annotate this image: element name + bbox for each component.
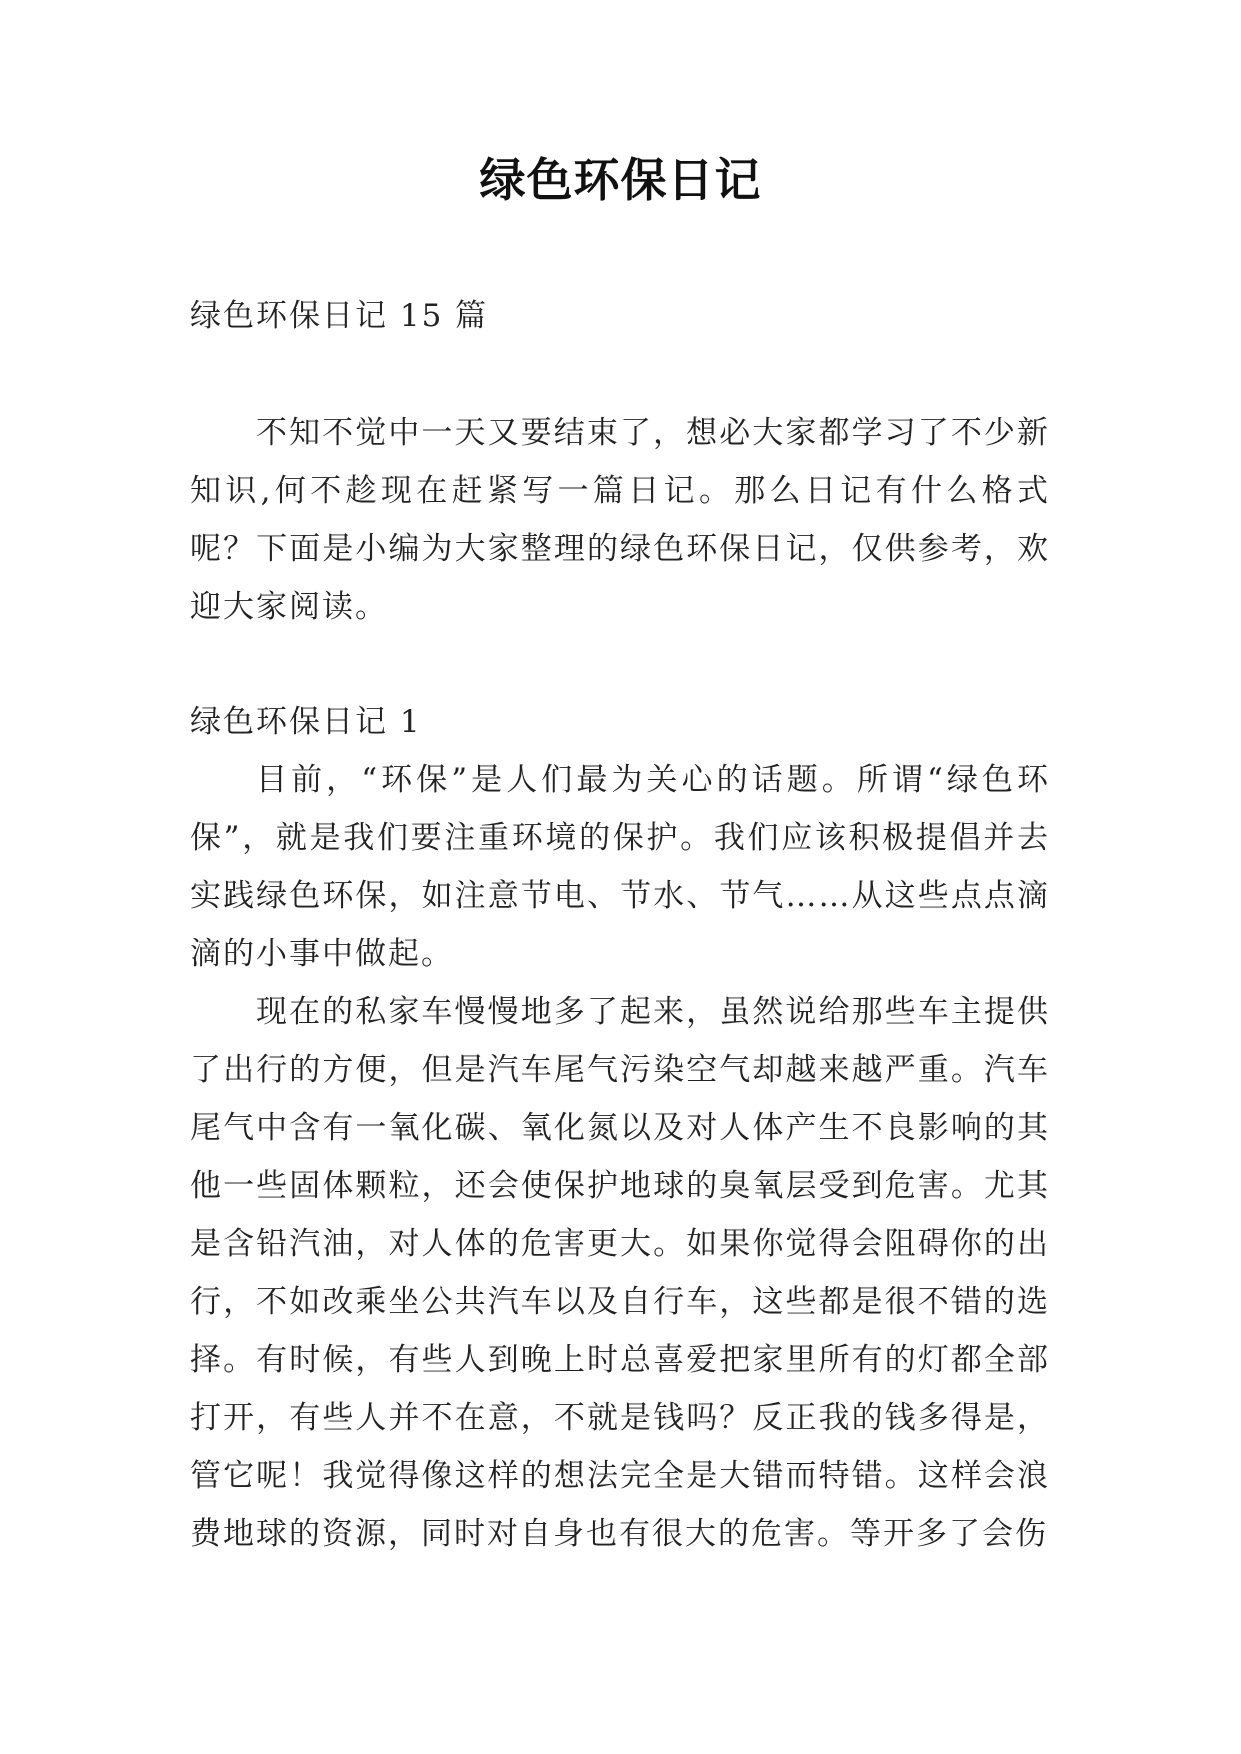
entry-heading: 绿色环保日记 1 <box>190 704 422 740</box>
document-subtitle: 绿色环保日记 15 篇 <box>190 298 489 334</box>
intro-paragraph: 不知不觉中一天又要结束了，想必大家都学习了不少新知识,何不趁现在赶紧写一篇日记。那么日记有什么格式呢？下面是小编为大家整理的绿色环保日记，仅供参考，欢迎大家阅读。 <box>190 415 1050 625</box>
body-paragraph-1: 目前，“环保”是人们最为关心的话题。所谓“绿色环保”，就是我们要注重环境的保护。我们应该积极提倡并去实践绿色环保，如注意节电、节水、节气……从这些点点滴滴的小事中做起。 <box>190 762 1050 972</box>
body-paragraph-2: 现在的私家车慢慢地多了起来，虽然说给那些车主提供了出行的方便，但是汽车尾气污染空气却越来越严重。汽车尾气中含有一氧化碳、氧化氮以及对人体产生不良影响的其他一些固体颗粒，还会使保护地球的臭氧层受到危害。尤其是含铅汽油，对人体的危害更大。如果你觉得会阻碍你的出行，不如改乘坐公共汽车以及自行车，这些都是很不错的选择。有时候，有些人到晚上时总喜爱把家里所有的灯都全部打开，有些人并不在意，不就是钱吗？反正我的钱多得是，管它呢！我觉得像这样的想法完全是大错而特错。这样会浪费地球的资源，同时对自身也有很大的危害。等开多了会伤 <box>190 994 1050 1552</box>
document-title: 绿色环保日记 <box>479 153 762 207</box>
